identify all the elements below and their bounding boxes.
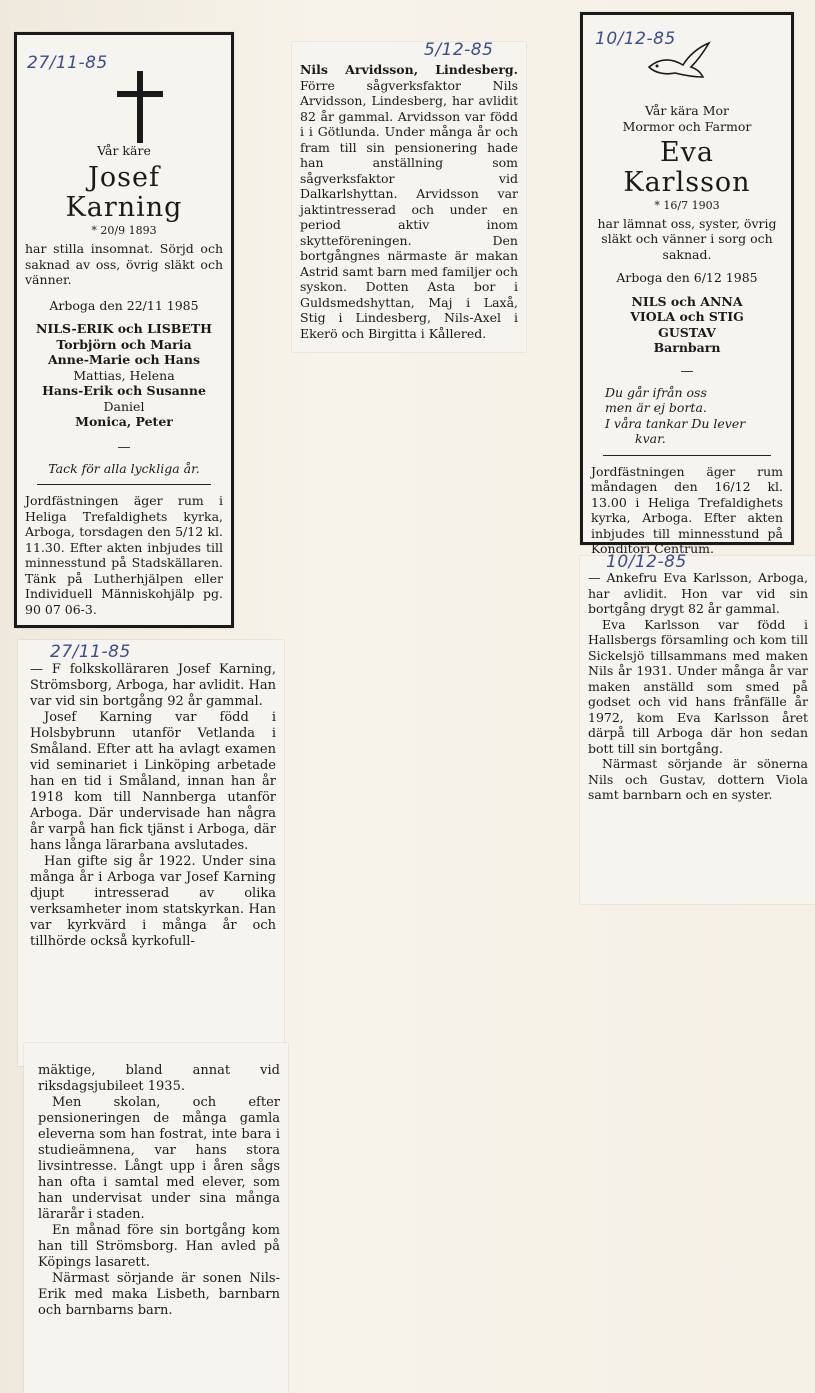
mourner: Barnbarn [653,340,721,355]
mourner: Torbjörn och Maria [56,336,192,352]
eva-karlsson-clipping [580,552,815,904]
divider [37,484,211,485]
mourner: Anne-Marie och Hans [47,352,200,367]
last-name: Karning [65,191,183,223]
first-name: Josef [88,161,160,193]
intro-text-2: Mormor och Farmor [622,118,752,134]
mourner: Mattias, Helena [73,367,175,383]
mourner: Hans-Erik och Susanne [42,383,206,398]
josef-obituary-notice [14,32,234,628]
divider [603,455,771,456]
funeral-info: Jordfästningen äger rum i Heliga Trefaldighets kyrka, Arboga, torsdagen den 5/12 kl. 11.30. Efter akten inbjudes till minnesstund på Stadskällaren. Tänk på Lutherhjälpen eller Individuell Människohjälp pg. 90 07 06-3. [25,493,223,617]
article-text [300,62,518,341]
handwritten-date: 27/11-85 [50,642,131,662]
place-date: Arboga den 22/11 1985 [49,297,199,313]
notice-text: har lämnat oss, syster, övrig släkt och vänner i sorg och saknad. [597,215,777,262]
dash-divider: — [117,439,131,455]
handwritten-date: 27/11-85 [27,53,108,73]
article-p1: — Ankefru Eva Karlsson, Arboga, har avlidit. Hon var vid sin bortgång drygt 82 år gammal. [588,570,808,616]
handwritten-date: 10/12-85 [606,552,687,572]
mourners-list [25,321,223,430]
article-p1: — F folkskolläraren Josef Karning, Strömsborg, Arboga, har avlidit. Han var vid sin bortgång 92 år gammal. [30,662,276,709]
cross-icon-bar [117,91,163,97]
first-name: Eva [659,137,715,168]
poem-line: kvar. [635,431,666,446]
nils-arvidsson-clipping [292,42,526,352]
mourner: NILS-ERIK och LISBETH [36,321,212,336]
poem-line: Du går ifrån oss [605,384,707,400]
mourner: Monica, Peter [75,414,173,429]
josef-karning-clipping [18,640,284,1066]
article-body: Förre sågverksfaktor Nils Arvidsson, Lindesberg, har avlidit 82 år gammal. Arvidsson var född i i Götlunda. Under många år och fram till sin pensionering hade han anställning som sågverksfaktor vid Dalkarlshyttan. Arvidsson var jaktintresserad och under en period aktiv inom skytteföreningen. Den bortgångnes närmaste är makan Astrid samt barn med familjer och syskon. Dotten Asta bor i Guldsmedshyttan, Maj i Laxå, Stig i Lindesberg, Nils-Axel i Ekerö och Birgitta i Kållered. [300,77,518,341]
intro-text: Vår käre [97,143,151,158]
poem [605,385,783,447]
handwritten-date: 5/12-85 [424,40,494,60]
article-p4: mäktige, bland annat vid riksdagsjubileet 1935. [38,1063,280,1094]
mourner: GUSTAV [658,324,716,340]
place-date: Arboga den 6/12 1985 [616,270,758,285]
cross-icon [137,71,143,143]
dash-divider: — [680,363,694,379]
notice-text: har stilla insomnat. Sörjd och saknad av oss, övrig släkt och vänner. [25,241,223,287]
mourner: VIOLA och STIG [630,309,744,324]
mourner: NILS och ANNA [631,293,743,309]
mourners-list [591,294,783,356]
article-p2: Josef Karning var född i Holsbybrunn utanför Vetlanda i Småland. Efter att ha avlagt examen vid seminariet i Linköping arbetade han en tid i Småland, innan han år 1918 kom till Nannberga utanför Arboga. Där undervisade han några år varpå han fick tjänst i Arboga, där hans långa lärarbana avslutades. [30,710,276,853]
article-heading: Nils Arvidsson, Lindesberg. [300,62,518,77]
article-p5: Men skolan, och efter pensioneringen de många gamla eleverna som han fostrat, inte bara i studieämnena, var hans stora livsintresse. Långt upp i åren sågs han ofta i samtal med elever, som han undervisat under sina många lärarår i staden. [38,1095,280,1222]
article-p2: Eva Karlsson var född i Hallsbergs församling och kom till Sickelsjö tillsammans med maken Nils år 1931. Under många år var maken anställd som smed på godset och vid hans frånfälle år 1972, kom Eva Karlsson året därpå till Arboga där hon sedan bott till sin bortgång. [588,616,808,756]
dove-icon [643,37,713,83]
article-p6: En månad före sin bortgång kom han till Strömsborg. Han avled på Köpings lasarett. [38,1223,280,1270]
article-p7: Närmast sörjande är sonen Nils-Erik med maka Lisbeth, barnbarn och barnbarns barn. [38,1271,280,1318]
last-name: Karlsson [623,167,751,198]
funeral-info: Jordfästningen äger rum måndagen den 16/12 kl. 13.00 i Heliga Trefaldighets kyrka, Arboga. Efter akten inbjudes till minnesstund på Konditori Centrum. [591,463,783,556]
josef-karning-clipping-continued [24,1043,288,1393]
poem-line: men är ej borta. [605,400,707,415]
intro-text: Vår kära Mor [644,103,729,118]
handwritten-date: 10/12-85 [595,29,676,49]
eva-obituary-notice [580,12,794,556]
birth-date: * 16/7 1903 [654,199,720,212]
poem-line: I våra tankar Du lever [605,415,746,431]
mourner: Daniel [103,398,145,414]
birth-date: * 20/9 1893 [91,223,157,237]
article-p3: Han gifte sig år 1922. Under sina många år i Arboga var Josef Karning djupt intresserad av olika verksamheter inom statskyrkan. Han var kyrkvärd i många år och tillhörde också kyrkofull- [30,854,276,949]
quote: Tack för alla lyckliga år. [48,460,200,476]
article-p3: Närmast sörjande är sönerna Nils och Gustav, dottern Viola samt barnbarn och en syster. [588,756,808,802]
